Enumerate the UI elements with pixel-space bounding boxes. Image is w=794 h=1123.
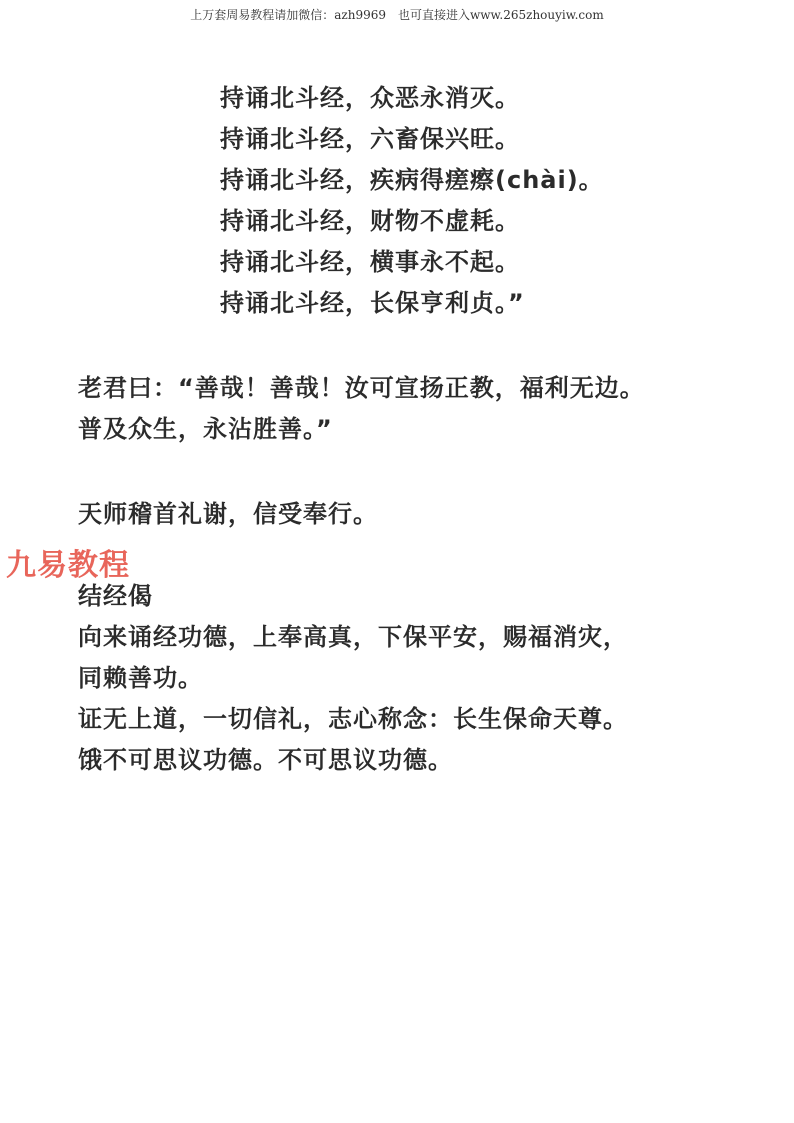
verse-line: 持诵北斗经，疾病得瘥瘵(chài)。 — [220, 166, 604, 194]
paragraph-line: 天师稽首礼谢，信受奉行。 — [78, 500, 378, 528]
paragraph-line: 饿不可思议功德。不可思议功德。 — [78, 746, 453, 774]
paragraph-line: 老君曰：“善哉！善哉！汝可宣扬正教，福利无边。 — [78, 374, 645, 402]
watermark-logo: 九易教程 — [6, 548, 130, 583]
laojun-speech-paragraph — [78, 368, 645, 450]
paragraph-line: 同赖善功。 — [78, 664, 203, 692]
closing-verse-paragraph — [78, 576, 628, 781]
verse-line: 持诵北斗经，横事永不起。 — [220, 248, 520, 276]
paragraph-line: 普及众生，永沾胜善。” — [78, 415, 333, 443]
verse-line: 持诵北斗经，长保亨利贞。” — [220, 289, 525, 317]
section-heading: 结经偈 — [78, 582, 153, 610]
verse-block — [220, 78, 604, 324]
paragraph-line: 证无上道，一切信礼，志心称念：长生保命天尊。 — [78, 705, 628, 733]
verse-line: 持诵北斗经，六畜保兴旺。 — [220, 125, 520, 153]
verse-line: 持诵北斗经，众恶永消灭。 — [220, 84, 520, 112]
paragraph-line: 向来诵经功德，上奉高真，下保平安，赐福消灾， — [78, 623, 628, 651]
page-header-banner: 上万套周易教程请加微信：azh9969 也可直接进入www.265zhouyiw.com — [190, 8, 604, 22]
verse-line: 持诵北斗经，财物不虚耗。 — [220, 207, 520, 235]
tianshi-paragraph — [78, 494, 378, 535]
